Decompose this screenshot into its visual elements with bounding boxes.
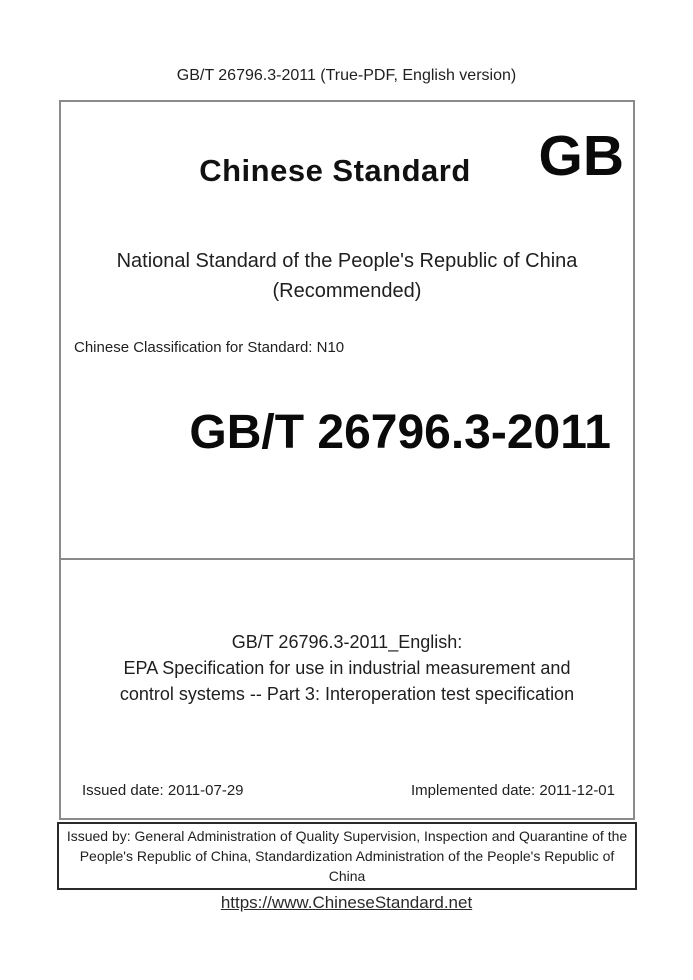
footer [0, 893, 693, 913]
section-divider [61, 558, 633, 560]
footer-link[interactable]: https://www.ChineseStandard.net [220, 893, 473, 912]
standard-number: GB/T 26796.3-2011 [189, 406, 611, 459]
page-header-title: GB/T 26796.3-2011 (True-PDF, English version) [176, 67, 517, 84]
issuer-box [57, 822, 637, 890]
brand-title: Chinese Standard [199, 153, 471, 188]
dates-row [61, 782, 633, 799]
classification-label: Chinese Classification for Standard: N10 [74, 339, 345, 356]
issuer-text: Issued by: General Administration of Quality Supervision, Inspection and Quarantine of the People's Republic of China, Standardization Administration of the People's Republic of China [66, 828, 628, 884]
english-title-line-2: EPA Specification for use in industrial measurement and [123, 658, 571, 678]
english-title-block [61, 629, 633, 707]
cover-main-box [59, 100, 635, 820]
national-standard-block [61, 246, 633, 306]
implemented-date-label: Implemented date: 2011-12-01 [410, 782, 615, 799]
issued-date-label: Issued date: 2011-07-29 [82, 782, 244, 799]
national-standard-line: National Standard of the People's Republic of China [116, 250, 578, 272]
english-title-line-1: GB/T 26796.3-2011_English: [231, 632, 463, 652]
recommended-line: (Recommended) [272, 280, 422, 302]
gb-logo: GB [538, 124, 624, 188]
english-title-line-3: control systems -- Part 3: Interoperation test specification [119, 684, 575, 704]
